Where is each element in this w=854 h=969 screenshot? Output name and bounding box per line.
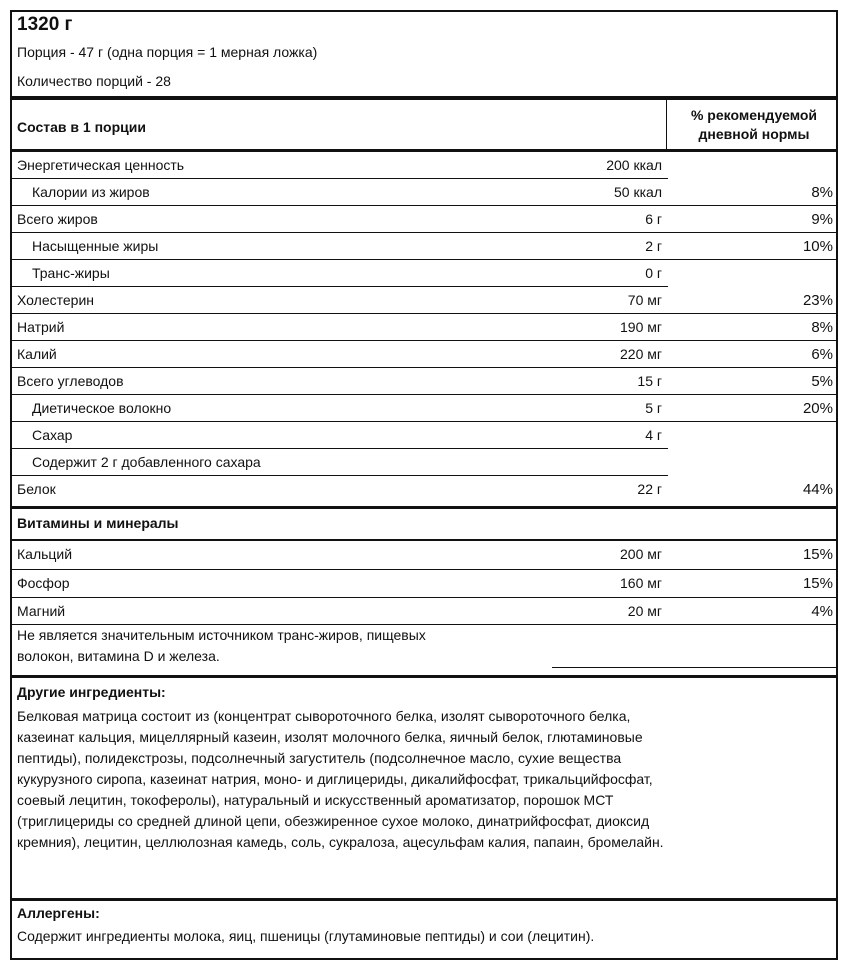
ingredients-line: пептиды), полидекстрозы, подсолнечный загуститель (подсолнечное масло, сухие вещества [17,750,622,766]
row-divider [12,340,836,341]
nutrient-dv: 20% [802,400,833,417]
nutrient-row [12,422,836,449]
mineral-name: Магний [17,603,66,619]
mineral-dv: 4% [811,603,833,620]
mineral-dv: 15% [802,575,833,592]
row-divider [12,259,836,260]
mineral-row [12,541,836,568]
nutrient-dv: 10% [802,238,833,255]
ingredients-line: (триглицериды со средней длиной цепи, обезжиренное сухое молоко, динатрийфосфат, диоксид [17,813,650,829]
nutrient-name: Калории из жиров [32,184,150,200]
nutrient-name: Калий [17,346,57,362]
composition-heading: Состав в 1 порции [17,119,146,135]
ingredients-line: соевый лецитин, токоферолы), натуральный и искусственный ароматизатор, порошок МСТ [17,792,614,808]
nutrient-name: Натрий [17,319,65,335]
divider-thick [12,506,836,509]
note-line: волокон, витамина D и железа. [17,648,220,664]
nutrient-row [12,314,836,341]
nutrient-name: Всего жиров [17,211,98,227]
allergens-heading: Аллергены: [17,905,100,921]
nutrient-dv: 8% [811,319,833,336]
row-divider [12,421,836,422]
servings-count: Количество порций - 28 [17,73,171,89]
mineral-amount: 200 мг [620,546,662,562]
divider-thick [12,675,836,678]
ingredients-line: кукурузного сиропа, казеинат натрия, моно- и диглицериды, дикалийфосфат, трикальцийфосфат, [17,771,653,787]
allergens-text: Содержит ингредиенты молока, яиц, пшеницы (глутаминовые пептиды) и сои (лецитин). [17,928,595,944]
mineral-dv: 15% [802,546,833,563]
nutrient-dv: 6% [811,346,833,363]
nutrient-amount: 2 г [645,238,662,254]
nutrient-amount: 200 ккал [606,157,662,173]
ingredients-line: казеинат кальция, мицеллярный казеин, изолят молочного белка, яичный белок, глютаминовые [17,729,643,745]
nutrient-row [12,395,836,422]
nutrient-row [12,341,836,368]
row-divider [12,448,668,449]
dv-heading-line2: дневной нормы [698,126,810,142]
nutrient-amount: 5 г [645,400,662,416]
nutrient-amount: 50 ккал [614,184,662,200]
package-weight: 1320 г [17,14,73,35]
ingredients-text [17,706,827,853]
vitamins-heading: Витамины и минералы [17,515,179,531]
nutrient-name: Транс-жиры [32,265,110,281]
nutrition-note [17,625,827,667]
note-rule [552,667,836,668]
nutrient-name: Энергетическая ценность [17,157,185,173]
nutrient-dv: 8% [811,184,833,201]
serving-size: Порция - 47 г (одна порция = 1 мерная ложка) [17,44,318,60]
dv-heading-line1: % рекомендуемой [690,107,818,123]
nutrient-name: Содержит 2 г добавленного сахара [32,454,261,470]
ingredients-line: Белковая матрица состоит из (концентрат сывороточного белка, изолят сывороточного белка, [17,708,631,724]
nutrient-amount: 70 мг [627,292,662,308]
row-divider [12,205,836,206]
nutrient-amount: 190 мг [620,319,662,335]
nutrition-label [10,10,838,960]
row-divider [12,394,836,395]
row-divider [12,313,836,314]
nutrient-row [12,233,836,260]
nutrient-amount: 22 г [637,481,662,497]
nutrient-dv: 44% [802,481,833,498]
nutrient-dv: 5% [811,373,833,390]
divider-thick [12,898,836,901]
nutrient-row [12,287,836,314]
nutrient-row [12,179,836,206]
nutrient-amount: 220 мг [620,346,662,362]
nutrient-name: Диетическое волокно [32,400,172,416]
nutrient-name: Холестерин [17,292,94,308]
nutrient-row [12,152,836,179]
nutrient-name: Сахар [32,427,73,443]
mineral-row [12,570,836,597]
divider-thick [12,96,836,100]
nutrient-row [12,476,836,503]
row-divider [12,475,668,476]
nutrient-name: Всего углеводов [17,373,124,389]
mineral-amount: 20 мг [627,603,662,619]
mineral-row [12,598,836,625]
nutrient-row [12,368,836,395]
nutrient-row [12,206,836,233]
ingredients-line: кремния), лецитин, целлюлозная камедь, соль, сукралоза, ацесульфам калия, папаин, бромелайн. [17,834,664,850]
nutrient-name: Белок [17,481,56,497]
nutrient-row [12,449,836,476]
row-divider [12,178,668,179]
mineral-name: Кальций [17,546,73,562]
note-line: Не является значительным источником транс-жиров, пищевых [17,627,426,643]
nutrient-dv: 9% [811,211,833,228]
nutrient-name: Насыщенные жиры [32,238,159,254]
ingredients-heading: Другие ингредиенты: [17,684,166,700]
nutrient-amount: 4 г [645,427,662,443]
row-divider [12,286,668,287]
nutrient-dv: 23% [802,292,833,309]
nutrient-row [12,260,836,287]
nutrient-amount: 6 г [645,211,662,227]
dv-column-divider [666,100,667,151]
mineral-amount: 160 мг [620,575,662,591]
row-divider [12,232,836,233]
nutrient-amount: 15 г [637,373,662,389]
nutrient-amount: 0 г [645,265,662,281]
row-divider [12,367,836,368]
mineral-name: Фосфор [17,575,70,591]
